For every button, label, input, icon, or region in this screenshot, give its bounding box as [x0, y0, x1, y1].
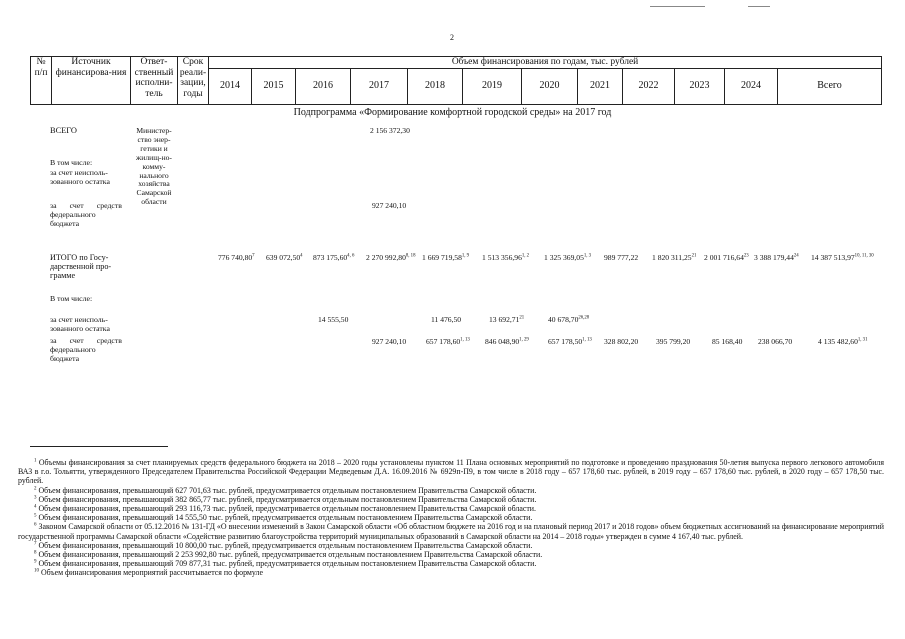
row-fed2-label-3: бюджета: [50, 354, 80, 363]
itogo-2015: 639 072,50$^4$: [266, 253, 303, 262]
ost2-2016: 14 555,50: [318, 315, 349, 324]
itogo-2024: 3 388 179,44$^{24}$: [754, 253, 799, 262]
row-ost-label-1: за счет неисполь-: [50, 168, 108, 177]
itogo-2016: 873 175,60$^{4, 6}$: [313, 253, 355, 262]
year-2019: 2019: [463, 68, 522, 104]
year-2022: 2022: [623, 68, 675, 104]
footnote-5: $^5$ Объем финансирования, превышающий 14 555,50 тыс. рублей, предусматривается отдельным постановлением Правительства Самарской области.: [34, 513, 533, 523]
footnote-8: $^8$ Объем финансирования, превышающий 2 253 992,80 тыс. рублей, предусматривается отдельным постановлением Правительства Самарской области.: [34, 550, 543, 560]
row-itogo-label-2: дарственной про-: [50, 262, 112, 271]
fed2-2024: 238 066,70: [758, 337, 793, 346]
itogo-2020: 1 325 369,05$^{1, 3}$: [544, 253, 592, 262]
funding-table-header: [30, 56, 882, 105]
fed2-2023: 85 168,40: [712, 337, 743, 346]
row-itogo-label-3: грамме: [50, 271, 76, 280]
itogo-2019: 1 513 356,96$^{1, 2}$: [482, 253, 530, 262]
footnote-4: $^4$ Объем финансирования, превышающий 293 116,73 тыс. рублей, предусматривается отдельным постановлением Правительства Самарской области.: [34, 504, 536, 514]
year-total: Всего: [778, 68, 882, 104]
itogo-2017: 2 270 992,80$^{8, 18}$: [366, 253, 416, 262]
fed-2017-value: 927 240,10: [372, 201, 407, 210]
subprogram-title: Подпрограмма «Формирование комфортной городской среды» на 2017 год: [293, 107, 612, 118]
footnotes: [18, 458, 884, 578]
footnote-3: $^3$ Объем финансирования, превышающий 382 865,77 тыс. рублей, предусматривается отдельным постановлением Правительства Самарской области.: [34, 494, 537, 504]
row-fed-label-2: федерального: [50, 210, 96, 219]
row-fed-label-1: за счет средств: [50, 201, 122, 210]
ost2-2018: 11 476,50: [431, 315, 462, 324]
footnote-2: $^2$ Объем финансирования, превышающий 627 701,63 тыс. рублей, предусматривается отдельным постановлением Правительства Самарской области.: [34, 485, 537, 495]
responsible-org: Министер-ство энер-гетики и жилищ-но-комму-нального хозяйства Самарской области: [136, 126, 172, 207]
year-2015: 2015: [252, 68, 296, 104]
fed2-2022: 395 799,20: [656, 337, 691, 346]
year-2023: 2023: [675, 68, 725, 104]
vsego-2017-value: 2 156 372,30: [370, 126, 410, 135]
itogo-total: 14 387 513,97$^{10, 11, 30}$: [811, 253, 874, 262]
top-rule-short: [748, 6, 770, 7]
itogo-2023: 2 001 716,64$^{23}$: [704, 253, 749, 262]
itogo-2021: 989 777,22: [604, 253, 639, 262]
itogo-2022: 1 820 311,25$^{21}$: [652, 253, 697, 262]
row-ost2-label-2: зованного остатка: [50, 324, 110, 333]
header-source: Источник финансирова-ния: [52, 57, 131, 105]
footnote-1: $^1$ Объемы финансирования за счет планируемых средств федерального бюджета на 2018 – 2020 годы установлены пунктом 11 Плана основных мероприятий по подготовке и проведению празднования 50-летия выпуска первого легкового автомобиля ВАЗ в г.о. Тольятти, утвержденного Председателем Правительства Российской Федерации Медведевым Д.А. 16.09.2016 № 6929п-П9, в том числе в 2018 году – 657 178,60 тыс. рублей, в 2019 году – 657 178,60 тыс. рублей, в 2020 году – 657 178,50 тыс. рублей.: [18, 458, 884, 486]
year-2018: 2018: [408, 68, 463, 104]
ost2-2019: 13 692,71$^{21}$: [489, 315, 525, 324]
header-funding-title: Объем финансирования по годам, тыс. рублей: [209, 57, 882, 69]
header-responsible: Ответ-ственный исполни-тель: [131, 57, 178, 105]
fed2-2017: 927 240,10: [372, 337, 407, 346]
row-vtom2-label: В том числе:: [50, 294, 93, 303]
header-term: Срок реали-зации, годы: [178, 57, 209, 105]
year-2014: 2014: [209, 68, 252, 104]
itogo-2014: 776 740,80$^7$: [218, 253, 255, 262]
year-2020: 2020: [522, 68, 578, 104]
fed2-2020: 657 178,50$^{1, 13}$: [548, 337, 592, 346]
row-fed2-label-2: федерального: [50, 345, 96, 354]
footnote-10: $^{10}$ Объем финансирования мероприятий рассчитывается по формуле: [34, 568, 263, 578]
row-vtom-label: В том числе:: [50, 158, 93, 167]
row-itogo-label-1: ИТОГО по Госу-: [50, 253, 109, 262]
footnote-separator: [30, 446, 168, 447]
year-2024: 2024: [725, 68, 778, 104]
row-ost-label-2: зованного остатка: [50, 177, 110, 186]
fed2-2019: 846 048,90$^{1, 29}$: [485, 337, 529, 346]
year-2021: 2021: [578, 68, 623, 104]
footnote-6: $^6$ Законом Самарской области от 05.12.2016 № 131-ГД «О внесении изменений в Закон Самарской области «Об областном бюджете на 2016 год и на плановый период 2017 и 2018 годов» объем бюджетных ассигнований на финансирование мероприятий государственной программы Самарской области «Содействие развитию благоустройства территорий муниципальных образований в Самарской области на 2014 – 2018 годы» утвержден в сумме 4 167,40 тыс. рублей.: [18, 522, 884, 541]
year-2016: 2016: [296, 68, 351, 104]
itogo-2018: 1 669 719,58$^{1, 9}$: [422, 253, 470, 262]
fed2-2021: 328 802,20: [604, 337, 639, 346]
fed2-total: 4 135 482,60$^{1, 31}$: [818, 337, 868, 346]
header-num: № п/п: [31, 57, 52, 105]
ost2-2020: 40 678,70$^{26,28}$: [548, 315, 590, 324]
row-fed2-label-1: за счет средств: [50, 336, 122, 345]
top-rule: [650, 6, 705, 7]
footnote-7: $^7$ Объем финансирования, превышающий 10 800,00 тыс. рублей, предусматривается отдельным постановлением Правительства Самарской области.: [34, 540, 533, 550]
fed2-2018: 657 178,60$^{1, 13}$: [426, 337, 470, 346]
footnote-9: $^9$ Объем финансирования, превышающий 709 877,31 тыс. рублей, предусматривается отдельным постановлением Правительства Самарской области.: [34, 559, 537, 569]
row-vsego-label: ВСЕГО: [50, 126, 77, 135]
year-2017: 2017: [351, 68, 408, 104]
row-fed-label-3: бюджета: [50, 219, 80, 228]
row-ost2-label-1: за счет неисполь-: [50, 315, 108, 324]
page-number: 2: [450, 33, 454, 42]
